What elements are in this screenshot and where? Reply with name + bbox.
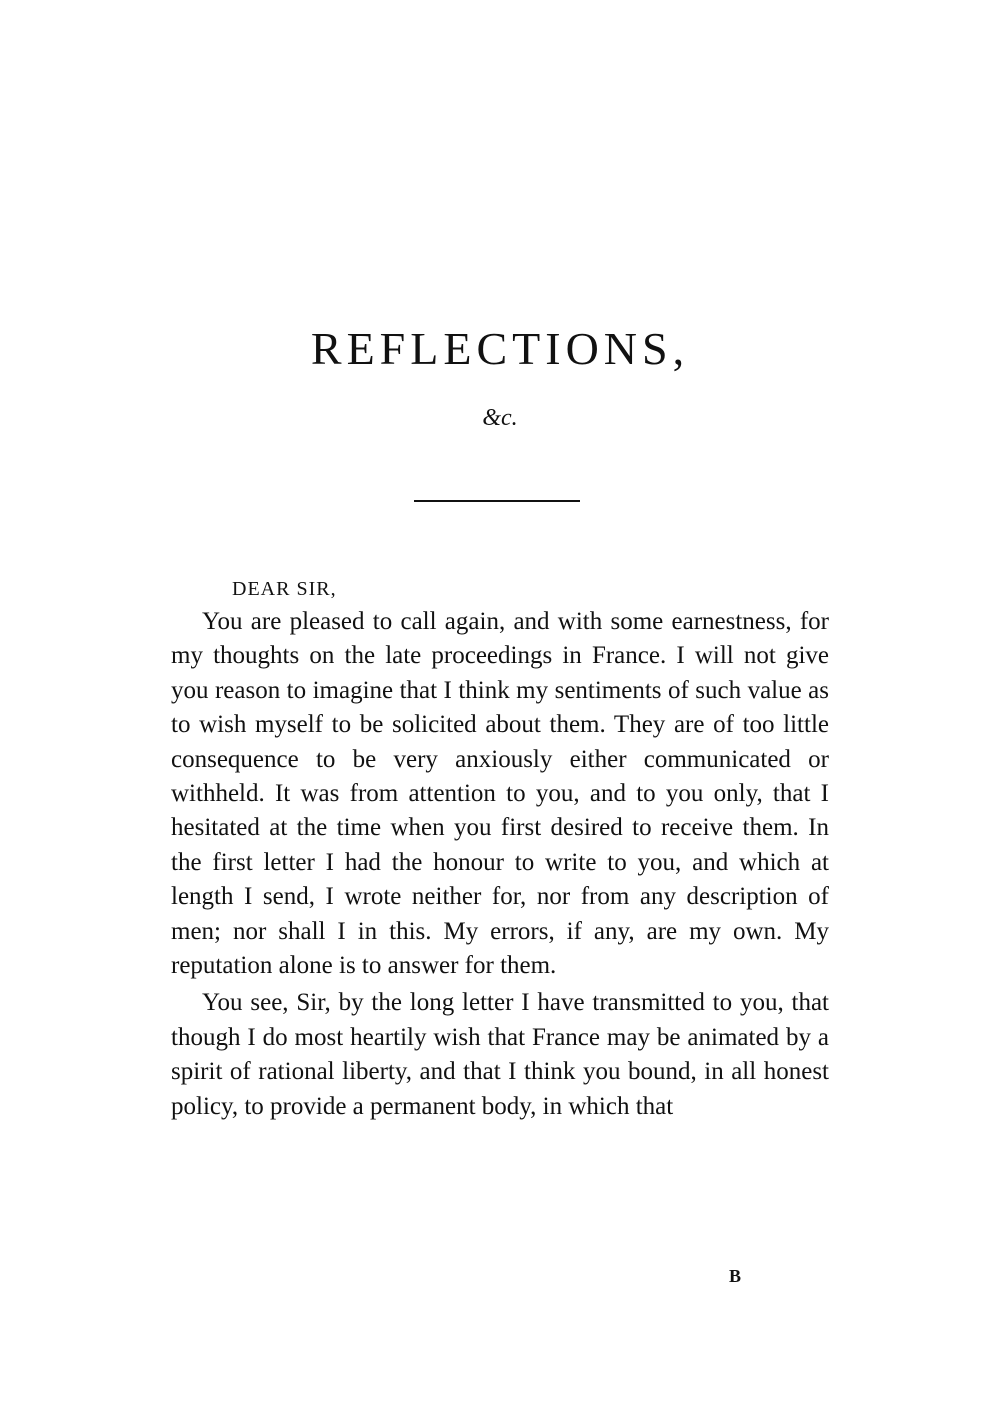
title-divider	[414, 500, 580, 502]
paragraph-1: You are pleased to call again, and with some earnestness, for my thoughts on the late proceedings in France. I will not give you reason to imagine that I think my sentiments of such value as to wish myself to be solicited about them. They are of too little consequence to be very anxiously either communicated or withheld. It was from attention to you, and to you only, that I hesitated at the time when you first desired to receive them. In the first letter I had the honour to write to you, and which at length I send, I wrote neither for, nor from any description of men; nor shall I in this. My errors, if any, are my own. My reputation alone is to answer for them.	[171, 608, 829, 980]
page-subtitle: &c.	[482, 405, 518, 431]
letter-body	[171, 605, 829, 1124]
page-title: REFLECTIONS,	[310, 323, 690, 374]
signature-mark: B	[729, 1266, 742, 1286]
paragraph-2: You see, Sir, by the long letter I have transmitted to you, that though I do most heartily wish that France may be animated by a spirit of rational liberty, and that I think you bound, in all honest policy, to provide a permanent body, in which that	[171, 989, 829, 1120]
letter-salutation: DEAR SIR,	[232, 578, 337, 600]
